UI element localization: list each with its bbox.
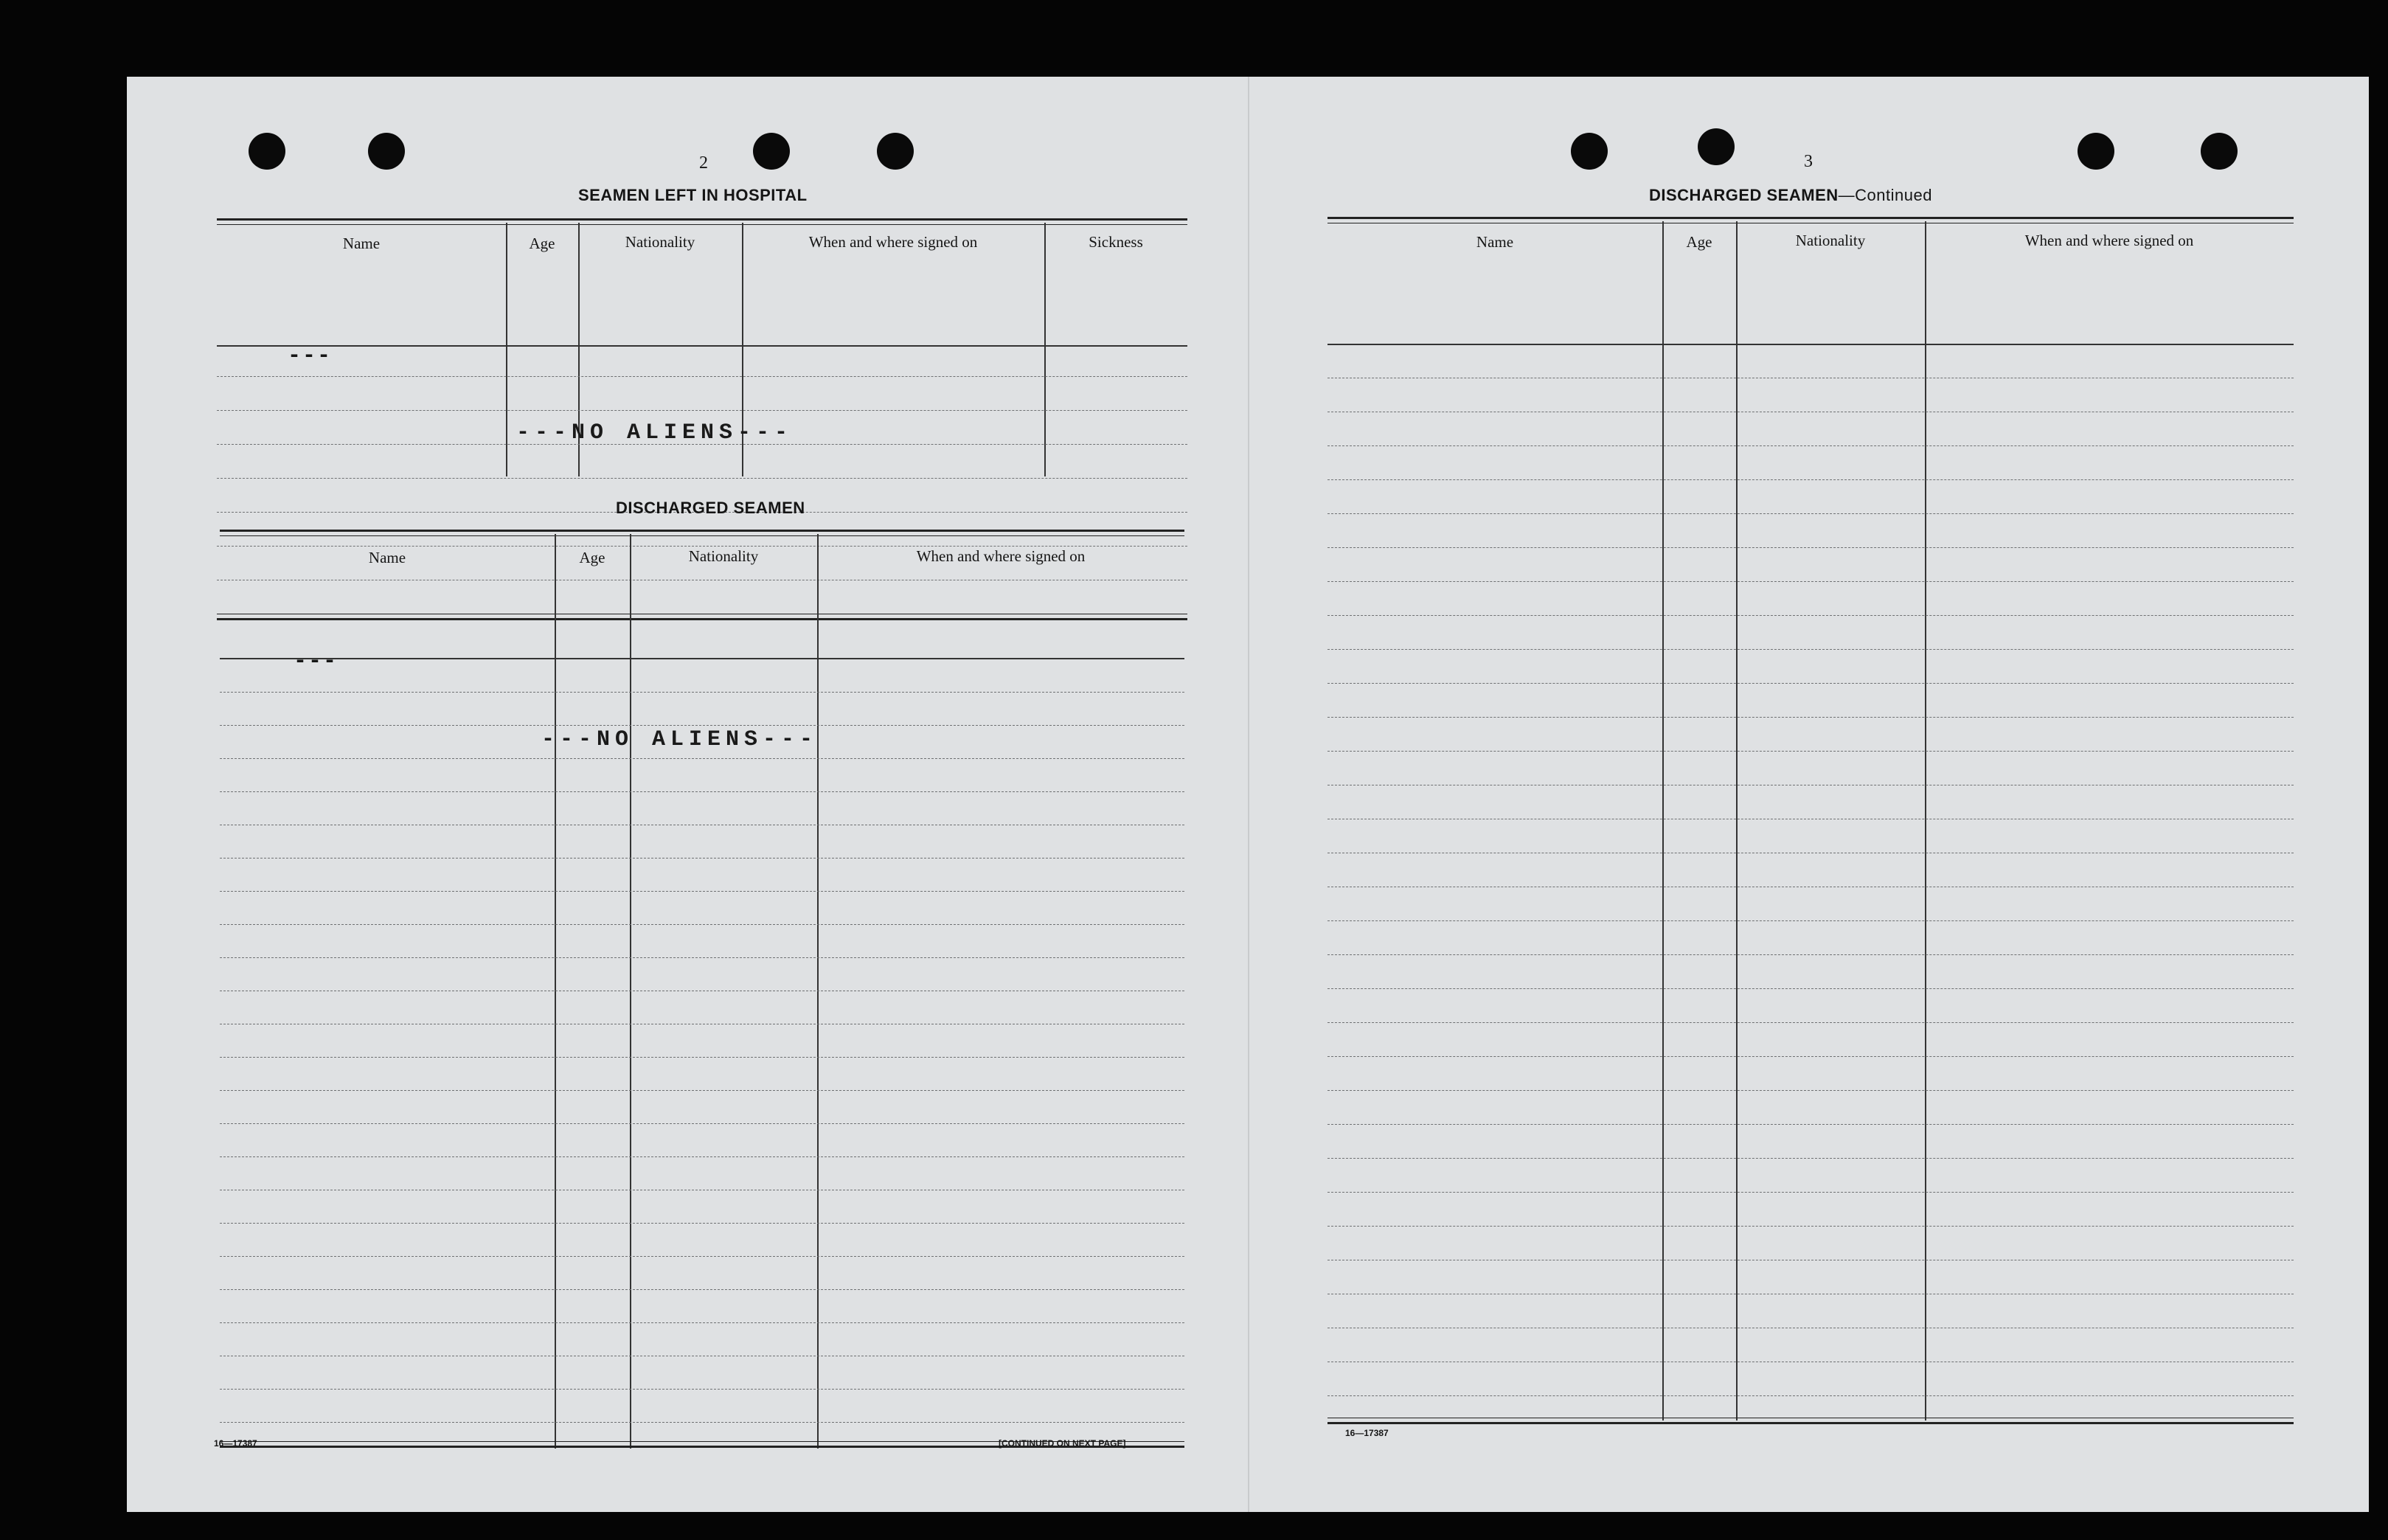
ruled-line xyxy=(220,891,1184,892)
ruled-line xyxy=(1327,1192,2294,1193)
table-top-rule xyxy=(220,530,1184,536)
column-header-name: Name xyxy=(1476,233,1514,251)
column-header-age: Age xyxy=(1686,233,1712,251)
ruled-line xyxy=(1327,513,2294,514)
right-section-title xyxy=(1649,186,1932,205)
column-divider xyxy=(555,534,556,1449)
page-number-left: 2 xyxy=(699,153,708,173)
column-header-signed-on: When and where signed on xyxy=(2024,232,2194,249)
ruled-line xyxy=(1327,445,2294,446)
column-header-nationality: Nationality xyxy=(625,233,695,251)
ruled-line xyxy=(220,1090,1184,1091)
header-rule xyxy=(217,345,1187,347)
hospital-section-title: SEAMEN LEFT IN HOSPITAL xyxy=(578,186,808,204)
column-divider xyxy=(1925,221,1926,1421)
ruled-line xyxy=(1327,479,2294,480)
column-header-name: Name xyxy=(342,235,381,252)
ruled-line xyxy=(220,1156,1184,1157)
page-number-right: 3 xyxy=(1804,152,1813,171)
ruled-line xyxy=(1327,1124,2294,1125)
ruled-line xyxy=(1327,649,2294,650)
hospital-name-mark: --- xyxy=(288,344,333,369)
ruled-line xyxy=(220,692,1184,693)
form-number-right: 16—17387 xyxy=(1345,1428,1389,1438)
continued-note: [CONTINUED ON NEXT PAGE] xyxy=(999,1438,1126,1449)
ruled-line xyxy=(217,478,1187,479)
ruled-line xyxy=(1327,1395,2294,1396)
ruled-line xyxy=(217,410,1187,411)
punch-hole xyxy=(2078,133,2114,170)
punch-hole xyxy=(753,133,790,170)
right-section-title-suffix: —Continued xyxy=(1838,186,1932,204)
column-divider xyxy=(630,534,631,1449)
form-number-left: 16—17387 xyxy=(214,1438,257,1449)
table-top-rule xyxy=(1327,217,2294,223)
column-header-signed-on: When and where signed on xyxy=(808,233,978,251)
ruled-line xyxy=(1327,581,2294,582)
table-bottom-rule xyxy=(1327,1418,2294,1424)
ruled-line xyxy=(1327,547,2294,548)
header-rule xyxy=(1327,344,2294,345)
hospital-no-aliens-stamp: ---NO ALIENS--- xyxy=(516,420,794,445)
ruled-line xyxy=(1327,1158,2294,1159)
column-header-nationality: Nationality xyxy=(688,547,759,565)
ruled-line xyxy=(217,376,1187,377)
ruled-line xyxy=(1327,954,2294,955)
ruled-line xyxy=(220,1223,1184,1224)
ruled-line xyxy=(220,725,1184,726)
punch-hole xyxy=(2201,133,2238,170)
column-header-nationality: Nationality xyxy=(1795,232,1866,249)
ruled-line xyxy=(220,1057,1184,1058)
column-header-signed-on: When and where signed on xyxy=(916,547,1086,565)
ruled-line xyxy=(220,1389,1184,1390)
discharged-name-mark: --- xyxy=(294,649,339,674)
discharged-no-aliens-stamp: ---NO ALIENS--- xyxy=(541,727,819,752)
ruled-line xyxy=(220,858,1184,859)
ruled-line xyxy=(1327,988,2294,989)
ruled-line xyxy=(220,957,1184,958)
column-divider xyxy=(1662,221,1664,1421)
discharged-section-title: DISCHARGED SEAMEN xyxy=(616,499,805,517)
ruled-line xyxy=(1327,717,2294,718)
ruled-line xyxy=(1327,1226,2294,1227)
column-header-age: Age xyxy=(579,549,605,566)
punch-hole xyxy=(877,133,914,170)
ruled-line xyxy=(220,1123,1184,1124)
ruled-line xyxy=(1327,920,2294,921)
punch-hole xyxy=(368,133,405,170)
column-divider xyxy=(506,223,507,476)
discharged-table xyxy=(220,530,1184,1513)
punch-hole xyxy=(249,133,285,170)
ruled-line xyxy=(220,1289,1184,1290)
document-sheet xyxy=(127,77,2369,1512)
discharged-continued-table xyxy=(1327,217,2294,1426)
ruled-line xyxy=(1327,683,2294,684)
ruled-line xyxy=(220,758,1184,759)
column-divider xyxy=(817,534,819,1449)
column-divider xyxy=(1044,223,1046,476)
ruled-line xyxy=(220,791,1184,792)
ruled-line xyxy=(1327,615,2294,616)
column-header-age: Age xyxy=(529,235,555,252)
right-section-title-main: DISCHARGED SEAMEN xyxy=(1649,186,1839,204)
page-fold xyxy=(1248,77,1249,1512)
ruled-line xyxy=(1327,1022,2294,1023)
ruled-line xyxy=(220,924,1184,925)
header-rule xyxy=(220,658,1184,659)
table-top-rule xyxy=(217,218,1187,225)
ruled-line xyxy=(1327,1090,2294,1091)
column-divider xyxy=(1736,221,1738,1421)
ruled-line xyxy=(1327,1056,2294,1057)
ruled-line xyxy=(220,1256,1184,1257)
ruled-line xyxy=(1327,751,2294,752)
punch-hole xyxy=(1698,128,1735,165)
ruled-line xyxy=(220,1422,1184,1423)
column-header-name: Name xyxy=(368,549,406,566)
punch-hole xyxy=(1571,133,1608,170)
ruled-line xyxy=(220,1322,1184,1323)
column-header-sickness: Sickness xyxy=(1089,233,1143,251)
